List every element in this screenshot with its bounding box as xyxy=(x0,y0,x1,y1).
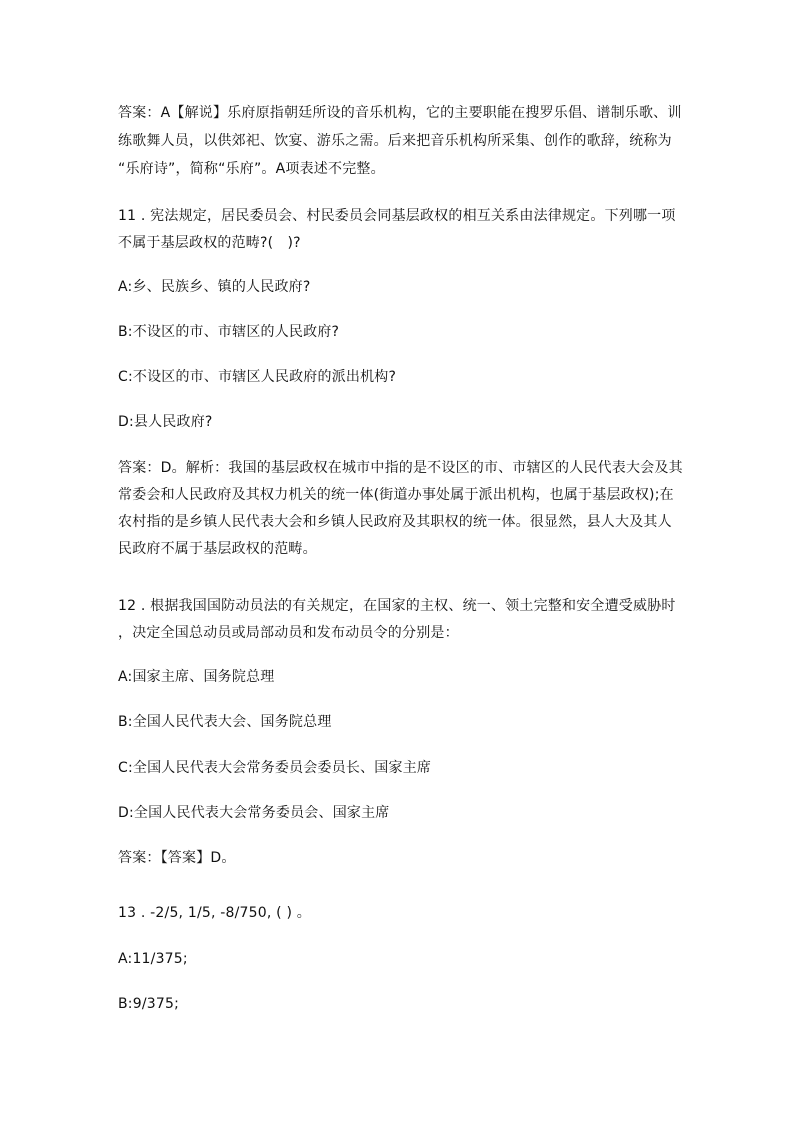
option-12-d: D:全国人民代表大会常务委员会、国家主席 xyxy=(118,805,390,821)
answer-11-line-3: 农村指的是乡镇人民代表大会和乡镇人民政府及其职权的统一体。很显然，县人大及其人 xyxy=(118,514,672,530)
answer-10-line-2: 练歌舞人员，以供郊祀、饮宴、游乐之需。后来把音乐机构所采集、创作的歌辞，统称为 xyxy=(118,133,672,149)
option-11-c: C:不设区的市、市辖区人民政府的派出机构? xyxy=(118,369,397,385)
option-13-b: B:9/375; xyxy=(118,996,179,1012)
option-11-a: A:乡、民族乡、镇的人民政府? xyxy=(118,279,311,295)
question-12-line-2: ，决定全国总动员或局部动员和发布动员令的分别是： xyxy=(118,625,459,641)
option-11-d: D:县人民政府? xyxy=(118,414,213,430)
question-12-line-1: 12 . 根据我国国防动员法的有关规定，在国家的主权、统一、领土完整和安全遭受威胁时 xyxy=(118,598,676,614)
option-12-a: A:国家主席、国务院总理 xyxy=(118,669,275,685)
option-12-c: C:全国人民代表大会常务委员会委员长、国家主席 xyxy=(118,760,432,776)
answer-12: 答案：【答案】D。 xyxy=(118,850,236,866)
option-11-b: B:不设区的市、市辖区的人民政府? xyxy=(118,324,340,340)
question-11-line-2: 不属于基层政权的范畴?( )? xyxy=(118,235,301,251)
answer-10-line-3: “乐府诗”，简称“乐府”。A项表述不完整。 xyxy=(118,161,385,177)
option-12-b: B:全国人民代表大会、国务院总理 xyxy=(118,714,332,730)
question-11-line-1: 11 . 宪法规定，居民委员会、村民委员会同基层政权的相互关系由法律规定。下列哪一项 xyxy=(118,208,676,224)
answer-11-line-1: 答案：D。解析：我国的基层政权在城市中指的是不设区的市、市辖区的人民代表大会及其 xyxy=(118,460,683,476)
answer-11-line-2: 常委会和人民政府及其权力机关的统一体(街道办事处属于派出机构，也属于基层政权);在 xyxy=(118,487,674,503)
question-13: 13 . -2/5, 1/5, -8/750, ( ) 。 xyxy=(118,905,312,921)
option-13-a: A:11/375; xyxy=(118,951,188,967)
answer-11-line-4: 民政府不属于基层政权的范畴。 xyxy=(118,541,317,557)
answer-10-line-1: 答案：A【解说】乐府原指朝廷所设的音乐机构，它的主要职能在搜罗乐倡、谱制乐歌、训 xyxy=(118,105,682,121)
